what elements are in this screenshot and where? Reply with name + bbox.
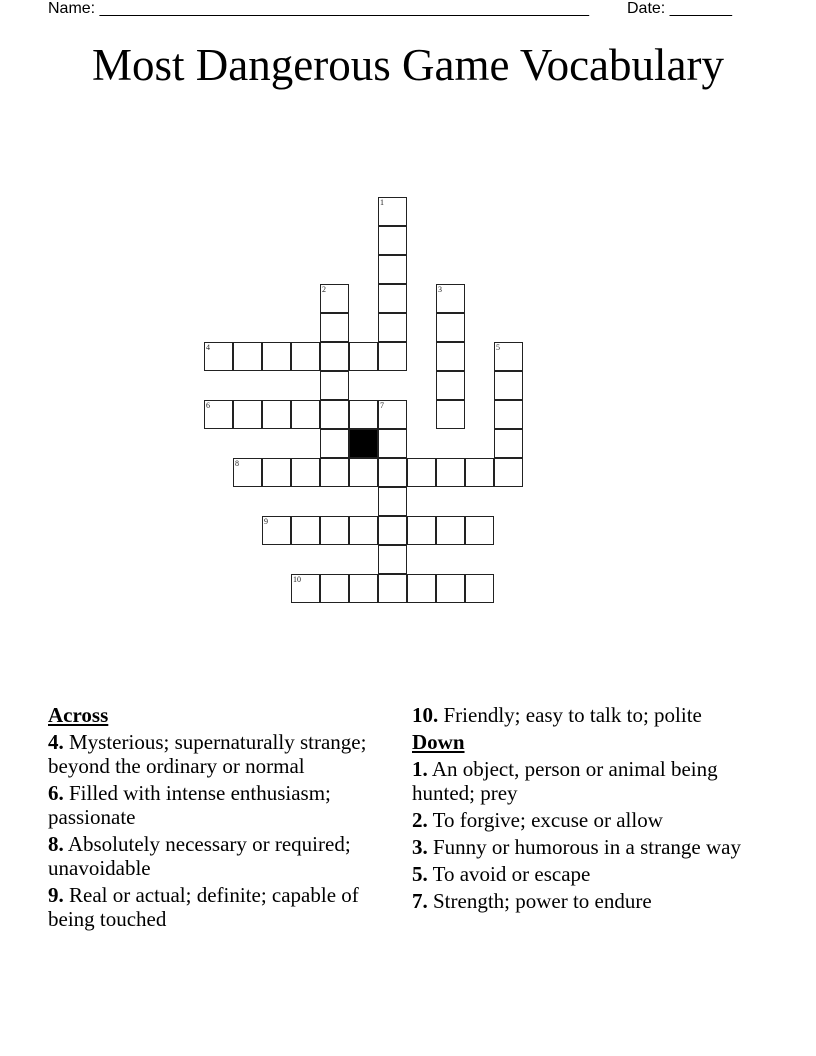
- grid-cell[interactable]: [494, 371, 523, 400]
- clue-text: Real or actual; definite; capable of being touched: [48, 883, 359, 931]
- clue-number: 7.: [412, 889, 428, 913]
- grid-cell[interactable]: [204, 342, 233, 371]
- down-clue: [412, 862, 772, 886]
- grid-cell[interactable]: [436, 342, 465, 371]
- grid-cell[interactable]: [494, 342, 523, 371]
- grid-cell[interactable]: [291, 342, 320, 371]
- grid-cell[interactable]: [233, 458, 262, 487]
- across-clue: [48, 730, 368, 778]
- down-clue: [412, 835, 772, 859]
- cell-number: 9: [264, 517, 268, 526]
- clue-text: Mysterious; supernaturally strange; beyond the ordinary or normal: [48, 730, 367, 778]
- grid-cell[interactable]: [320, 371, 349, 400]
- grid-cell[interactable]: [320, 516, 349, 545]
- clues-column-left: [48, 703, 368, 934]
- clue-number: 1.: [412, 757, 428, 781]
- clue-number: 4.: [48, 730, 64, 754]
- grid-cell[interactable]: [291, 574, 320, 603]
- grid-cell[interactable]: [436, 516, 465, 545]
- grid-cell[interactable]: [378, 313, 407, 342]
- grid-cell[interactable]: [378, 342, 407, 371]
- black-cell: [349, 429, 378, 458]
- grid-cell[interactable]: [378, 226, 407, 255]
- clues-column-right: [412, 703, 772, 916]
- across-clue: [48, 832, 368, 880]
- grid-cell[interactable]: [320, 342, 349, 371]
- grid-cell[interactable]: [291, 516, 320, 545]
- grid-cell[interactable]: [291, 400, 320, 429]
- clue-text: Absolutely necessary or required; unavoidable: [48, 832, 351, 880]
- grid-cell[interactable]: [407, 574, 436, 603]
- clue-text: To avoid or escape: [432, 862, 591, 886]
- grid-cell[interactable]: [494, 429, 523, 458]
- grid-cell[interactable]: [436, 313, 465, 342]
- grid-cell[interactable]: [262, 516, 291, 545]
- grid-cell[interactable]: [407, 516, 436, 545]
- across-clue: [48, 883, 368, 931]
- grid-cell[interactable]: [349, 516, 378, 545]
- grid-cell[interactable]: [378, 574, 407, 603]
- date-field[interactable]: Date: _______: [627, 0, 732, 17]
- grid-cell[interactable]: [465, 574, 494, 603]
- clue-number: 10.: [412, 703, 439, 727]
- grid-cell[interactable]: [320, 458, 349, 487]
- grid-cell[interactable]: [378, 429, 407, 458]
- grid-cell[interactable]: [262, 458, 291, 487]
- clue-text: An object, person or animal being hunted; prey: [412, 757, 718, 805]
- grid-cell[interactable]: [436, 458, 465, 487]
- clue-number: 3.: [412, 835, 428, 859]
- clue-number: 2.: [412, 808, 428, 832]
- grid-cell[interactable]: [320, 574, 349, 603]
- grid-cell[interactable]: [204, 400, 233, 429]
- grid-cell[interactable]: [320, 429, 349, 458]
- grid-cell[interactable]: [320, 313, 349, 342]
- grid-cell[interactable]: [436, 574, 465, 603]
- grid-cell[interactable]: [349, 342, 378, 371]
- grid-cell[interactable]: [378, 487, 407, 516]
- grid-cell[interactable]: [465, 458, 494, 487]
- across-heading: Across: [48, 703, 109, 727]
- grid-cell[interactable]: [349, 458, 378, 487]
- clue-number: 8.: [48, 832, 64, 856]
- grid-cell[interactable]: [262, 400, 291, 429]
- grid-cell[interactable]: [378, 516, 407, 545]
- cell-number: 2: [322, 285, 326, 294]
- across-clue: [48, 781, 368, 829]
- name-field[interactable]: Name: _______________________________________________________: [48, 0, 589, 17]
- down-clue: [412, 757, 772, 805]
- grid-cell[interactable]: [291, 458, 320, 487]
- clue-text: Funny or humorous in a strange way: [433, 835, 741, 859]
- grid-cell[interactable]: [465, 516, 494, 545]
- grid-cell[interactable]: [320, 400, 349, 429]
- grid-cell[interactable]: [494, 400, 523, 429]
- cell-number: 3: [438, 285, 442, 294]
- grid-cell[interactable]: [436, 371, 465, 400]
- cell-number: 10: [293, 575, 301, 584]
- cell-number: 1: [380, 198, 384, 207]
- grid-cell[interactable]: [233, 342, 262, 371]
- cell-number: 4: [206, 343, 210, 352]
- grid-cell[interactable]: [436, 400, 465, 429]
- cell-number: 8: [235, 459, 239, 468]
- grid-cell[interactable]: [378, 284, 407, 313]
- clue-number: 6.: [48, 781, 64, 805]
- page-title: Most Dangerous Game Vocabulary: [92, 40, 724, 90]
- clue-text: Strength; power to endure: [433, 889, 652, 913]
- grid-cell[interactable]: [262, 342, 291, 371]
- grid-cell[interactable]: [378, 400, 407, 429]
- clue-number: 9.: [48, 883, 64, 907]
- grid-cell[interactable]: [407, 458, 436, 487]
- cell-number: 6: [206, 401, 210, 410]
- grid-cell[interactable]: [233, 400, 262, 429]
- grid-cell[interactable]: [349, 574, 378, 603]
- grid-cell[interactable]: [378, 255, 407, 284]
- down-clue: [412, 889, 772, 913]
- grid-cell[interactable]: [378, 458, 407, 487]
- grid-cell[interactable]: [349, 400, 378, 429]
- grid-cell[interactable]: [436, 284, 465, 313]
- clue-text: Friendly; easy to talk to; polite: [443, 703, 702, 727]
- cell-number: 7: [380, 401, 384, 410]
- grid-cell[interactable]: [378, 545, 407, 574]
- down-clue: [412, 808, 772, 832]
- across-clue: [412, 703, 772, 727]
- clue-text: To forgive; excuse or allow: [432, 808, 663, 832]
- grid-cell[interactable]: [320, 284, 349, 313]
- cell-number: 5: [496, 343, 500, 352]
- clue-text: Filled with intense enthusiasm; passionate: [48, 781, 331, 829]
- grid-cell[interactable]: [378, 197, 407, 226]
- clue-number: 5.: [412, 862, 428, 886]
- down-heading: Down: [412, 730, 465, 754]
- grid-cell[interactable]: [494, 458, 523, 487]
